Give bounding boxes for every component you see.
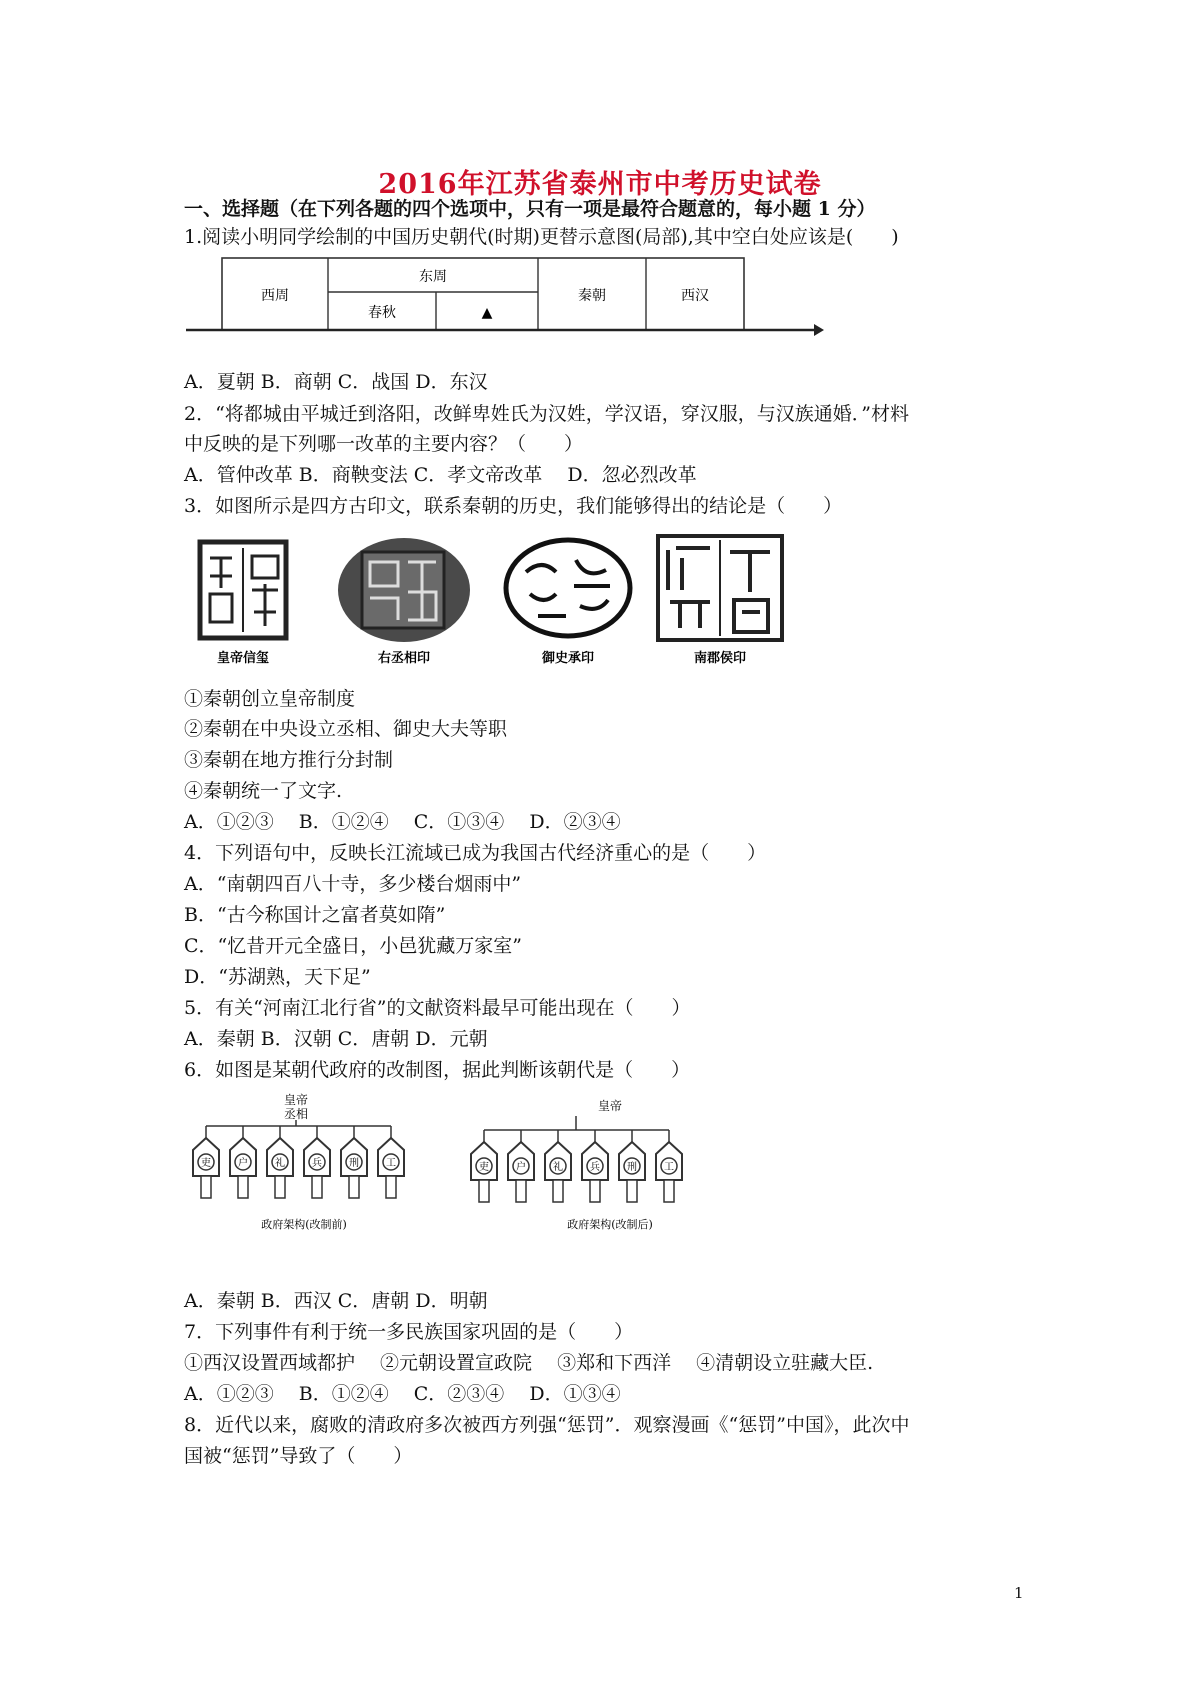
section-heading: 一、选择题（在下列各题的四个选项中，只有一项是最符合题意的，每小题 1 分） (184, 198, 876, 220)
before-top-label-2: 丞相 (283, 1107, 309, 1121)
q1-stem: 1.阅读小明同学绘制的中国历史朝代(时期)更替示意图(局部),其中空白处应该是( ) (184, 226, 899, 248)
q1-options: A．夏朝 B．商朝 C．战国 D．东汉 (184, 371, 488, 393)
before-dept-2 (230, 1126, 256, 1198)
seal-caption-4: 南郡侯印 (693, 651, 747, 666)
q7-stem: 7．下列事件有利于统一多民族国家巩固的是（ ） (184, 1321, 634, 1343)
q3-stem: 3．如图所示是四方古印文，联系秦朝的历史，我们能够得出的结论是（ ） (184, 495, 843, 517)
after-structure (471, 1116, 682, 1202)
before-dept-6 (378, 1126, 404, 1198)
after-dept-label-2: 户 (516, 1162, 526, 1173)
q3-seals-figure (186, 528, 856, 670)
page-number: 1 (1014, 1584, 1024, 1602)
q6-options: A．秦朝 B．西汉 C．唐朝 D．明朝 (184, 1290, 488, 1312)
q3-item-1: ①秦朝创立皇帝制度 (184, 688, 356, 710)
after-dept-3 (545, 1130, 571, 1202)
timeline-dongzhou: 东周 (419, 269, 447, 285)
seal-you-chengxiang-yin (338, 538, 470, 642)
q3-item-3: ③秦朝在地方推行分封制 (184, 749, 394, 771)
q3-options: A．①②③ B．①②④ C．①③④ D．②③④ (184, 811, 621, 833)
q6-government-figure (186, 1088, 746, 1238)
seal-huangdi-xinxi (200, 542, 286, 638)
before-top-label: 皇帝 (283, 1093, 309, 1107)
before-caption: 政府架构(改制前) (261, 1218, 347, 1231)
after-dept-5 (619, 1130, 645, 1202)
q7-items: ①西汉设置西域都护 ②元朝设置宣政院 ③郑和下西洋 ④清朝设立驻藏大臣. (184, 1352, 874, 1374)
before-dept-4 (304, 1126, 330, 1198)
q4-option-d: D．“苏湖熟，天下足” (184, 966, 371, 988)
q4-option-a: A．“南朝四百八十寺，多少楼台烟雨中” (184, 873, 522, 895)
after-dept-6 (656, 1130, 682, 1202)
after-caption: 政府架构(改制后) (567, 1218, 653, 1231)
q5-stem: 5．有关“河南江北行省”的文献资料最早可能出现在（ ） (184, 997, 691, 1019)
after-dept-1 (471, 1130, 497, 1202)
q5-options: A．秦朝 B．汉朝 C．唐朝 D．元朝 (184, 1028, 488, 1050)
before-dept-label-4: 兵 (312, 1158, 322, 1169)
seal-yushi-chengyin (506, 540, 630, 636)
after-dept-4 (582, 1130, 608, 1202)
timeline-xizhou: 西周 (261, 288, 289, 304)
q3-item-4: ④秦朝统一了文字. (184, 780, 343, 802)
q2-stem-2: 中反映的是下列哪一改革的主要内容？（ ） (184, 433, 584, 455)
page-title: 2016年江苏省泰州市中考历史试卷 (378, 169, 822, 200)
seal-caption-3: 御史承印 (541, 651, 595, 666)
seal-nanjun-houyin (658, 536, 782, 640)
before-dept-label-6: 工 (386, 1158, 396, 1169)
after-dept-label-1: 吏 (479, 1162, 489, 1173)
before-dept-label-3: 礼 (275, 1158, 285, 1169)
before-dept-5 (341, 1126, 367, 1198)
before-dept-label-2: 户 (238, 1158, 248, 1169)
q4-option-b: B．“古今称国计之富者莫如隋” (184, 904, 446, 926)
timeline-xihan: 西汉 (681, 288, 709, 304)
q4-stem: 4．下列语句中，反映长江流域已成为我国古代经济重心的是（ ） (184, 842, 767, 864)
q3-item-2: ②秦朝在中央设立丞相、御史大夫等职 (184, 718, 508, 740)
after-dept-2 (508, 1130, 534, 1202)
after-dept-label-5: 刑 (627, 1162, 637, 1173)
q4-option-c: C．“忆昔开元全盛日，小邑犹藏万家室” (184, 935, 522, 957)
seal-caption-1: 皇帝信玺 (216, 651, 270, 666)
timeline-blank-marker: ▲ (481, 305, 493, 321)
q8-stem-1: 8．近代以来，腐败的清政府多次被西方列强“惩罚”．观察漫画《“惩罚”中国》，此次中 (184, 1414, 910, 1436)
q8-stem-2: 国被“惩罚”导致了（ ） (184, 1445, 413, 1467)
after-dept-label-6: 工 (664, 1162, 674, 1173)
before-dept-3 (267, 1126, 293, 1198)
before-dept-label-1: 吏 (201, 1158, 211, 1169)
before-dept-label-5: 刑 (349, 1158, 359, 1169)
q2-options: A．管仲改革 B．商鞅变法 C．孝文帝改革 D．忽必烈改革 (184, 464, 697, 486)
after-top-label: 皇帝 (597, 1099, 623, 1113)
timeline-qin: 秦朝 (578, 288, 606, 304)
after-dept-label-3: 礼 (553, 1162, 563, 1173)
q7-options: A．①②③ B．①②④ C．②③④ D．①③④ (184, 1383, 621, 1405)
q1-timeline-figure (184, 252, 824, 352)
before-structure (193, 1120, 404, 1198)
q2-stem-1: 2．“将都城由平城迁到洛阳，改鲜卑姓氏为汉姓，学汉语，穿汉服，与汉族通婚．”材料 (184, 403, 910, 425)
after-dept-label-4: 兵 (590, 1162, 600, 1173)
before-dept-1 (193, 1126, 219, 1198)
timeline-chunqiu: 春秋 (368, 305, 396, 321)
q6-stem: 6．如图是某朝代政府的改制图，据此判断该朝代是（ ） (184, 1059, 691, 1081)
seal-caption-2: 右丞相印 (377, 651, 431, 666)
